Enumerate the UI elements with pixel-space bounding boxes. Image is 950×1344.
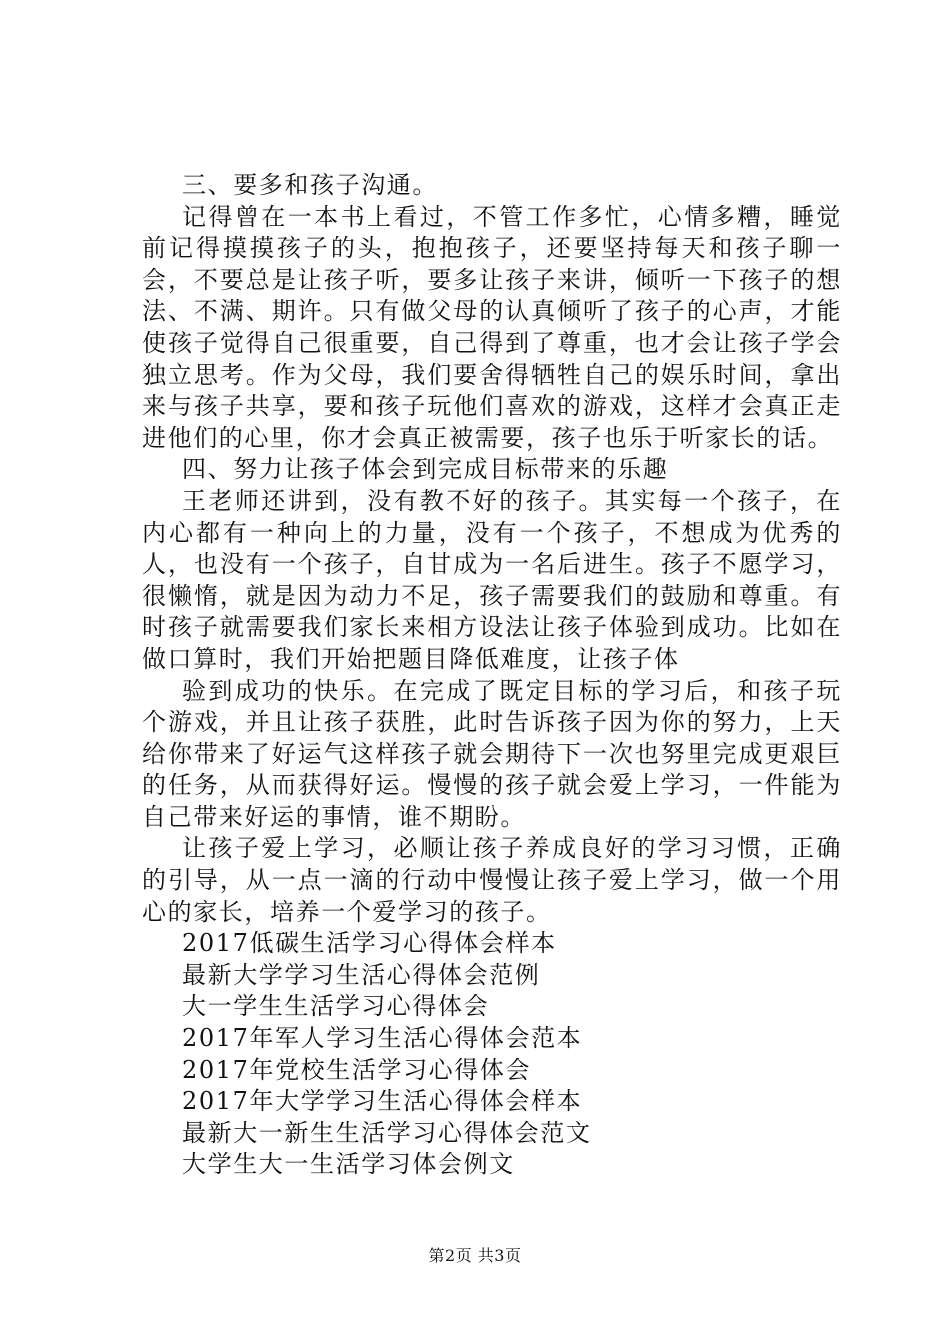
page-number-footer: 第2页 共3页: [428, 1246, 522, 1265]
body-paragraph: 验到成功的快乐。在完成了既定目标的学习后，和孩子玩个游戏，并且让孩子获胜，此时告诉孩子因为你的努力，上天给你带来了好运气这样孩子就会期待下一次也努里完成更艰巨的任务，从而获得好运。慢慢的孩子就会爱上学习，一件能为自己带来好运的事情，谁不期盼。: [142, 676, 842, 831]
related-article-link[interactable]: 大一学生生活学习心得体会: [182, 992, 490, 1021]
related-article-link[interactable]: 2017低碳生活学习心得体会样本: [182, 929, 557, 958]
related-article-link[interactable]: 大学生大一生活学习体会例文: [182, 1150, 515, 1179]
related-articles-list: [142, 928, 842, 1181]
related-article-link[interactable]: 2017年大学学习生活心得体会样本: [182, 1087, 583, 1116]
body-paragraph: 让孩子爱上学习，必顺让孩子养成良好的学习习惯，正确的引导，从一点一滴的行动中慢慢让孩子爱上学习，做一个用心的家长，培养一个爱学习的孩子。: [142, 834, 842, 926]
related-article-link[interactable]: 2017年军人学习生活心得体会范本: [182, 1024, 583, 1053]
related-article-link[interactable]: 最新大一新生生活学习心得体会范文: [182, 1118, 592, 1147]
related-article-link[interactable]: 最新大学学习生活心得体会范例: [182, 960, 541, 989]
section-heading-3: 三、要多和孩子沟通。: [182, 171, 438, 199]
section-heading-4: 四、努力让孩子体会到完成目标带来的乐趣: [182, 455, 669, 484]
document-body: [142, 170, 842, 1181]
related-article-link[interactable]: 2017年党校生活学习心得体会: [182, 1055, 532, 1084]
body-paragraph: 记得曾在一本书上看过，不管工作多忙，心情多糟，睡觉前记得摸摸孩子的头，抱抱孩子，还要坚持每天和孩子聊一会，不要总是让孩子听，要多让孩子来讲，倾听一下孩子的想法、不满、期许。只有做父母的认真倾听了孩子的心声，才能使孩子觉得自己很重要，自己得到了尊重，也才会让孩子学会独立思考。作为父母，我们要舍得牺牲自己的娱乐时间，拿出来与孩子共享，要和孩子玩他们喜欢的游戏，这样才会真正走进他们的心里，你才会真正被需要，孩子也乐于听家长的话。: [142, 202, 842, 452]
body-paragraph: 王老师还讲到，没有教不好的孩子。其实每一个孩子，在内心都有一种向上的力量，没有一个孩子，不想成为优秀的人，也没有一个孩子，自甘成为一名后进生。孩子不愿学习，很懒惰，就是因为动力不足，孩子需要我们的鼓励和尊重。有时孩子就需要我们家长来相方设法让孩子体验到成功。比如在做口算时，我们开始把题目降低难度，让孩子体: [142, 486, 842, 673]
